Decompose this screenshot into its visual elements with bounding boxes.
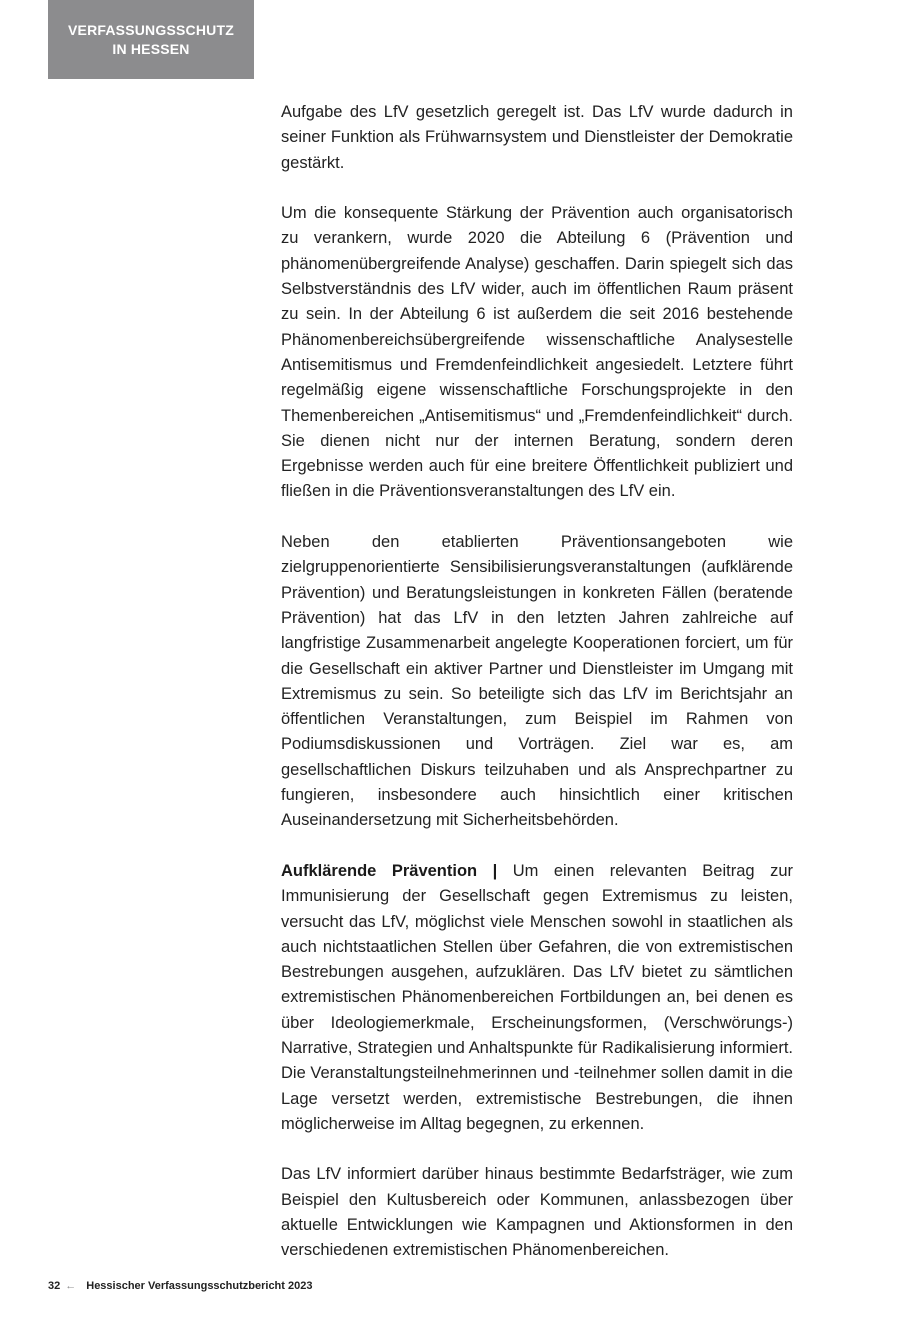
header-line-2: IN HESSEN	[112, 40, 190, 57]
header-line-1: VERFASSUNGSSCHUTZ	[68, 21, 234, 38]
arrow-left-icon: ←	[65, 1280, 77, 1292]
paragraph-3: Neben den etablierten Präventionsangeboten wie zielgruppenorientierte Sensibilisierungsveranstaltungen (aufklärende Prävention) und Beratungsleistungen in konkreten Fällen (beratende Prävention) hat das LfV in den letzten Jahren zahlreiche auf langfristige Zusammenarbeit angelegte Kooperationen forciert, um für die Gesellschaft ein aktiver Partner und Dienstleister im Umgang mit Extremismus zu sein. So beteiligte sich das LfV im Berichtsjahr an öffentlichen Veranstaltungen, zum Beispiel im Rahmen von Podiumsdiskussionen und Vorträgen. Ziel war es, am gesellschaftlichen Diskurs teilzuhaben und als Ansprechpartner zu fungieren, insbesondere auch hinsichtlich einer kritischen Auseinandersetzung mit Sicherheitsbehörden.	[281, 533, 793, 830]
report-title: Hessischer Verfassungsschutzbericht 2023	[86, 1280, 313, 1292]
paragraph-1: Aufgabe des LfV gesetzlich geregelt ist. Das LfV wurde dadurch in seiner Funktion als Frühwarnsystem und Dienstleister der Demokratie gestärkt.	[281, 103, 793, 172]
page-number: 32	[48, 1280, 61, 1292]
paragraph-2: Um die konsequente Stärkung der Prävention auch organisatorisch zu verankern, wurde 2020 die Abteilung 6 (Prävention und phänomenübergreifende Analyse) geschaffen. Darin spiegelt sich das Selbstverständnis des LfV wider, auch im öffentlichen Raum präsent zu sein. In der Abteilung 6 ist außerdem die seit 2016 bestehende Phänomenbereichsübergreifende wissenschaftliche Analysestelle Antisemitismus und Fremdenfeindlichkeit angesiedelt. Letztere führt regelmäßig eigene wissenschaftliche Forschungsprojekte in den Themenbereichen „Antisemitismus“ und „Fremdenfeindlichkeit“ durch. Sie dienen nicht nur der internen Beratung, sondern deren Ergebnisse werden auch für eine breitere Öffentlichkeit publiziert und fließen in die Präventionsveranstaltungen des LfV ein.	[281, 204, 793, 501]
header-badge	[48, 0, 254, 79]
paragraph-5: Das LfV informiert darüber hinaus bestimmte Bedarfsträger, wie zum Beispiel den Kultusbereich oder Kommunen, anlassbezogen über aktuelle Entwicklungen wie Kampagnen und Aktionsformen in den verschiedenen extremistischen Phänomenbereichen.	[281, 1165, 793, 1260]
page-footer	[48, 1278, 312, 1294]
paragraph-4-body: Um einen relevanten Beitrag zur Immunisierung der Gesellschaft gegen Extremismus zu leisten, versucht das LfV, möglichst viele Menschen sowohl in staatlichen als auch nichtstaatlichen Stellen über Gefahren, die von extremistischen Bestrebungen ausgehen, aufzuklären. Das LfV bietet zu sämtlichen extremistischen Phänomenbereichen Fortbildungen an, bei denen es über Ideologiemerkmale, Erscheinungsformen, (Verschwörungs-) Narrative, Strategien und Anhaltspunkte für Radikalisierung informiert. Die Veranstaltungsteilnehmerinnen und -teilnehmer sollen damit in die Lage versetzt werden, extremistische Bestrebungen, die ihnen möglicherweise im Alltag begegnen, zu erkennen.	[281, 861, 793, 1133]
paragraph-4	[281, 859, 793, 1137]
main-text	[281, 100, 793, 1289]
section-lead-heading: Aufklärende Prävention |	[281, 861, 498, 880]
